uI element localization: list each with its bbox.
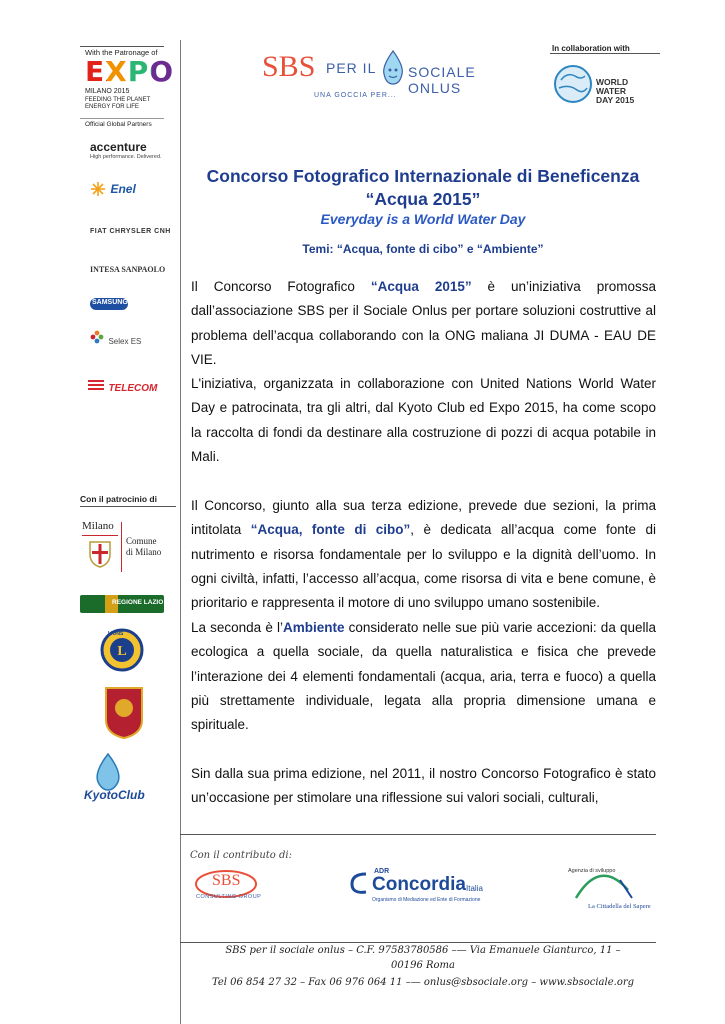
sbs-consulting-sub: CONSULTING GROUP xyxy=(196,894,262,900)
paragraph-5: Sin dalla sua prima edizione, nel 2011, il nostro Concorso Fotografico è stato un’occasione per stimolare una riflessione sui valori sociali, culturali, xyxy=(191,766,656,806)
sbs-logo-tagline: UNA GOCCIA PER... xyxy=(314,92,397,99)
partner-accenture-sub: High performance. Delivered. xyxy=(90,154,162,160)
milano-name: Milano xyxy=(82,520,114,532)
milano-comune-1: Comune xyxy=(126,536,157,546)
concordia-logo: Concordia xyxy=(372,874,466,895)
title-line-2: “Acqua 2015” xyxy=(365,189,481,209)
agenzia-arch-icon xyxy=(570,864,642,907)
agenzia-bottom: La Cittadella del Sapere xyxy=(588,903,651,910)
sidebar-top-rule xyxy=(80,46,164,47)
concordia-italia: Italia xyxy=(466,884,483,893)
sidebar-rule-2 xyxy=(80,506,176,507)
sbs-logo-onlus: ONLUS xyxy=(408,80,462,96)
global-partners-label: Official Global Partners xyxy=(85,121,152,128)
milano-rule xyxy=(82,535,118,536)
partner-accenture: accenture xyxy=(90,140,147,154)
partner-fiat-chrysler-cnh: FIAT CHRYSLER CNH xyxy=(90,228,171,235)
paragraph-3: Il Concorso, giunto alla sua terza edizione, prevede due sezioni, la prima intitolata “Acqua, fonte di cibo”, è dedicata all’acqua come fonte di nutrimento e risorsa fondamentale per lo sviluppo e la dignità dell’uomo. In ogni civiltà, infatti, l’accesso all’acqua, come risorsa di vita e bene comune, è prioritario e rappresenta il motore di uno sviluppo umano sostenibile. xyxy=(191,498,656,611)
wwd-text: WORLD WATER DAY 2015 xyxy=(596,77,635,105)
sbs-logo xyxy=(262,50,482,110)
paragraph-2: L'iniziativa, organizzata in collaborazione con United Nations World Water Day e patrocinata, tra gli altri, dal Kyoto Club ed Expo 2015, ha come scopo la raccolta di fondi da destinare alla costruzione di pozzi di acqua potabile in Mali. xyxy=(191,376,656,464)
sbs-logo-main: SBS xyxy=(262,50,316,83)
lions-label: LIONS xyxy=(108,631,124,637)
milano-comune-2: di Milano xyxy=(126,547,162,557)
expo-tagline-1: FEEDING THE PLANET xyxy=(85,97,151,103)
crest-logo-icon xyxy=(104,686,144,745)
world-water-day-globe-icon xyxy=(553,62,593,113)
svg-text:L: L xyxy=(117,644,127,659)
expo-city: MILANO 2015 xyxy=(85,88,130,95)
partner-enel: Enel xyxy=(90,180,230,198)
expo-logo xyxy=(85,55,175,88)
sbs-logo-per: PER IL xyxy=(326,60,377,76)
patrocinio-label: Con il patrocinio di xyxy=(80,494,157,504)
contrib-label: Con il contributo di: xyxy=(190,850,292,861)
address-line-1: SBS per il sociale onlus – C.F. 97583780586 –— Via Emanuele Gianturco, 11 – xyxy=(225,945,621,956)
regione-lazio-label: REGIONE LAZIO xyxy=(112,599,164,606)
expo-word: EXPO xyxy=(85,55,175,88)
footer-top-rule xyxy=(180,834,656,835)
milano-vline xyxy=(121,522,122,572)
address-line-3: Tel 06 854 27 32 – Fax 06 976 064 11 –— onlus@sbsociale.org – www.sbsociale.org xyxy=(211,977,635,988)
telecom-stripes-icon xyxy=(88,379,104,391)
title-line-1: Concorso Fotografico Internazionale di Beneficenza xyxy=(206,166,640,186)
footer-mid-rule xyxy=(180,942,656,943)
paragraph-1: Il Concorso Fotografico “Acqua 2015” è un’iniziativa promossa dall’associazione SBS per il Sociale Onlus per portare soluzioni costruttive al problema dell’acqua collaborando con la ONG maliana JI DUMA - EAU DE VIE. xyxy=(191,279,656,367)
partner-selex: Selex ES xyxy=(90,330,141,349)
collab-label: In collaboration with xyxy=(552,44,630,53)
enel-sun-icon xyxy=(90,181,106,197)
selex-flower-icon xyxy=(90,330,104,344)
sbs-drop-icon xyxy=(380,50,406,86)
header-right-rule xyxy=(550,53,660,54)
partner-samsung: SAMSUNG xyxy=(92,299,128,306)
concordia-adr: ADR xyxy=(374,868,390,875)
concordia-swirl-icon xyxy=(348,870,370,901)
paragraph-4: La seconda è l’Ambiente considerato nelle sue più varie accezioni: da quella ecologica a quella sociale, da quella naturalistica e fisica che prevede l’interazione dei 4 elementi fondamentali (acqua, aria, terra e fuoco) a quella più strettamente individuale, legata alla propria dimensione umana e spirituale. xyxy=(191,620,656,733)
kyoto-club-label: KyotoClub xyxy=(84,788,145,802)
concordia-sub: Organismo di Mediazione ed Ente di Formazione xyxy=(372,897,481,903)
title-subtitle: Everyday is a World Water Day xyxy=(320,211,526,227)
sidebar-rule-1 xyxy=(80,118,164,119)
address-line-2: 00196 Roma xyxy=(391,960,455,971)
milano-shield-icon xyxy=(88,540,112,573)
partner-intesa: INTESA SANPAOLO xyxy=(90,265,166,274)
agenzia-top: Agenzia di sviluppo xyxy=(568,868,616,874)
expo-tagline-2: ENERGY FOR LIFE xyxy=(85,104,139,110)
partner-telecom: TELECOM xyxy=(88,378,157,396)
patronage-label: With the Patronage of xyxy=(85,48,158,57)
sbs-logo-sociale: SOCIALE xyxy=(408,64,476,80)
themes-line: Temi: “Acqua, fonte di cibo” e “Ambiente” xyxy=(302,242,544,256)
sbs-consulting-logo: SBS xyxy=(212,872,241,889)
